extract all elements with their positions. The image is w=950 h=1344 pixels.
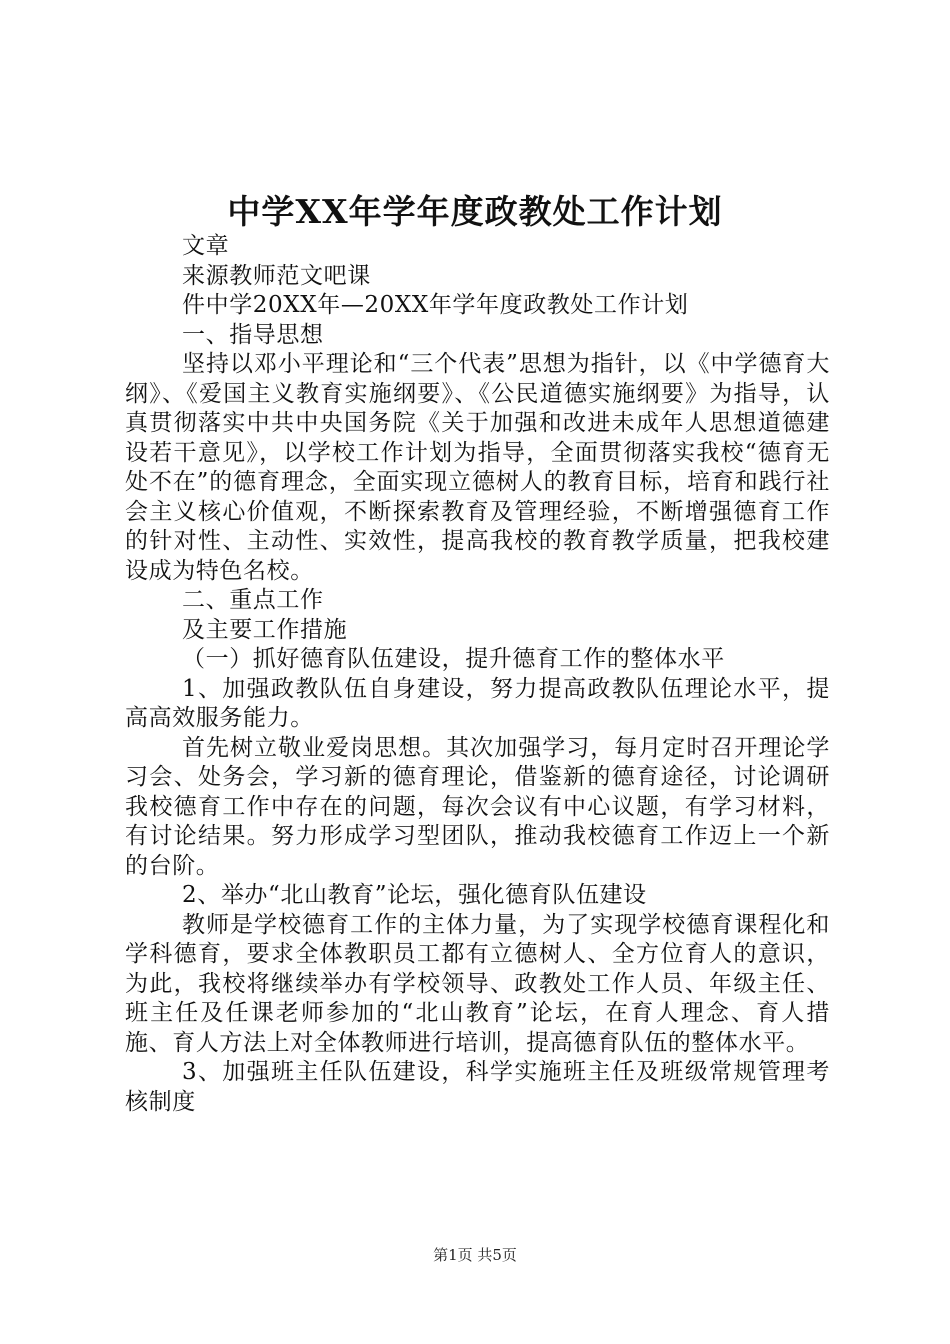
paragraph: 及主要工作措施: [182, 616, 348, 643]
paragraph: 2、举办“北山教育”论坛，强化德育队伍建设: [182, 882, 647, 908]
paragraph: 1、加强政教队伍自身建设，努力提高政教队伍理论水平，提高高效服务能力。: [125, 675, 830, 731]
paragraph: 3、加强班主任队伍建设，科学实施班主任及班级常规管理考核制度: [125, 1059, 830, 1115]
document-body: [125, 232, 830, 1117]
section-heading: 一、指导思想: [182, 321, 324, 348]
paragraph: 件中学20XX年—20XX年学年度政教处工作计划: [182, 292, 689, 318]
section-heading: 二、重点工作: [182, 587, 324, 613]
subsection-heading: （一）抓好德育队伍建设，提升德育工作的整体水平: [182, 646, 725, 672]
paragraph: 教师是学校德育工作的主体力量，为了实现学校德育课程化和学科德育，要求全体教职员工都有立德树人、全方位育人的意识，为此，我校将继续举办有学校领导、政教处工作人员、年级主任、班主任及任课老师参加的“北山教育”论坛，在育人理念、育人措施、育人方法上对全体教师进行培训，提高德育队伍的整体水平。: [125, 911, 830, 1056]
paragraph: 来源教师范文吧课: [182, 262, 371, 289]
page-number-footer: 第1页 共5页: [433, 1246, 517, 1264]
paragraph: 首先树立敬业爱岗思想。其次加强学习，每月定时召开理论学习会、处务会，学习新的德育理论，借鉴新的德育途径，讨论调研我校德育工作中存在的问题，每次会议有中心议题，有学习材料，有讨论结果。努力形成学习型团队，推动我校德育工作迈上一个新的台阶。: [125, 734, 830, 879]
paragraph: 坚持以邓小平理论和“三个代表”思想为指针，以《中学德育大纲》、《爱国主义教育实施纲要》、《公民道德实施纲要》为指导，认真贯彻落实中共中央国务院《关于加强和改进未成年人思想道德建设若干意见》，以学校工作计划为指导，全面贯彻落实我校“德育无处不在”的德育理念，全面实现立德树人的教育目标，培育和践行社会主义核心价值观，不断探索教育及管理经验，不断增强德育工作的针对性、主动性、实效性，提高我校的教育教学质量，把我校建设成为特色名校。: [125, 351, 830, 584]
document-title: 中学XX年学年度政教处工作计划: [227, 192, 723, 231]
paragraph: 文章: [182, 233, 230, 259]
